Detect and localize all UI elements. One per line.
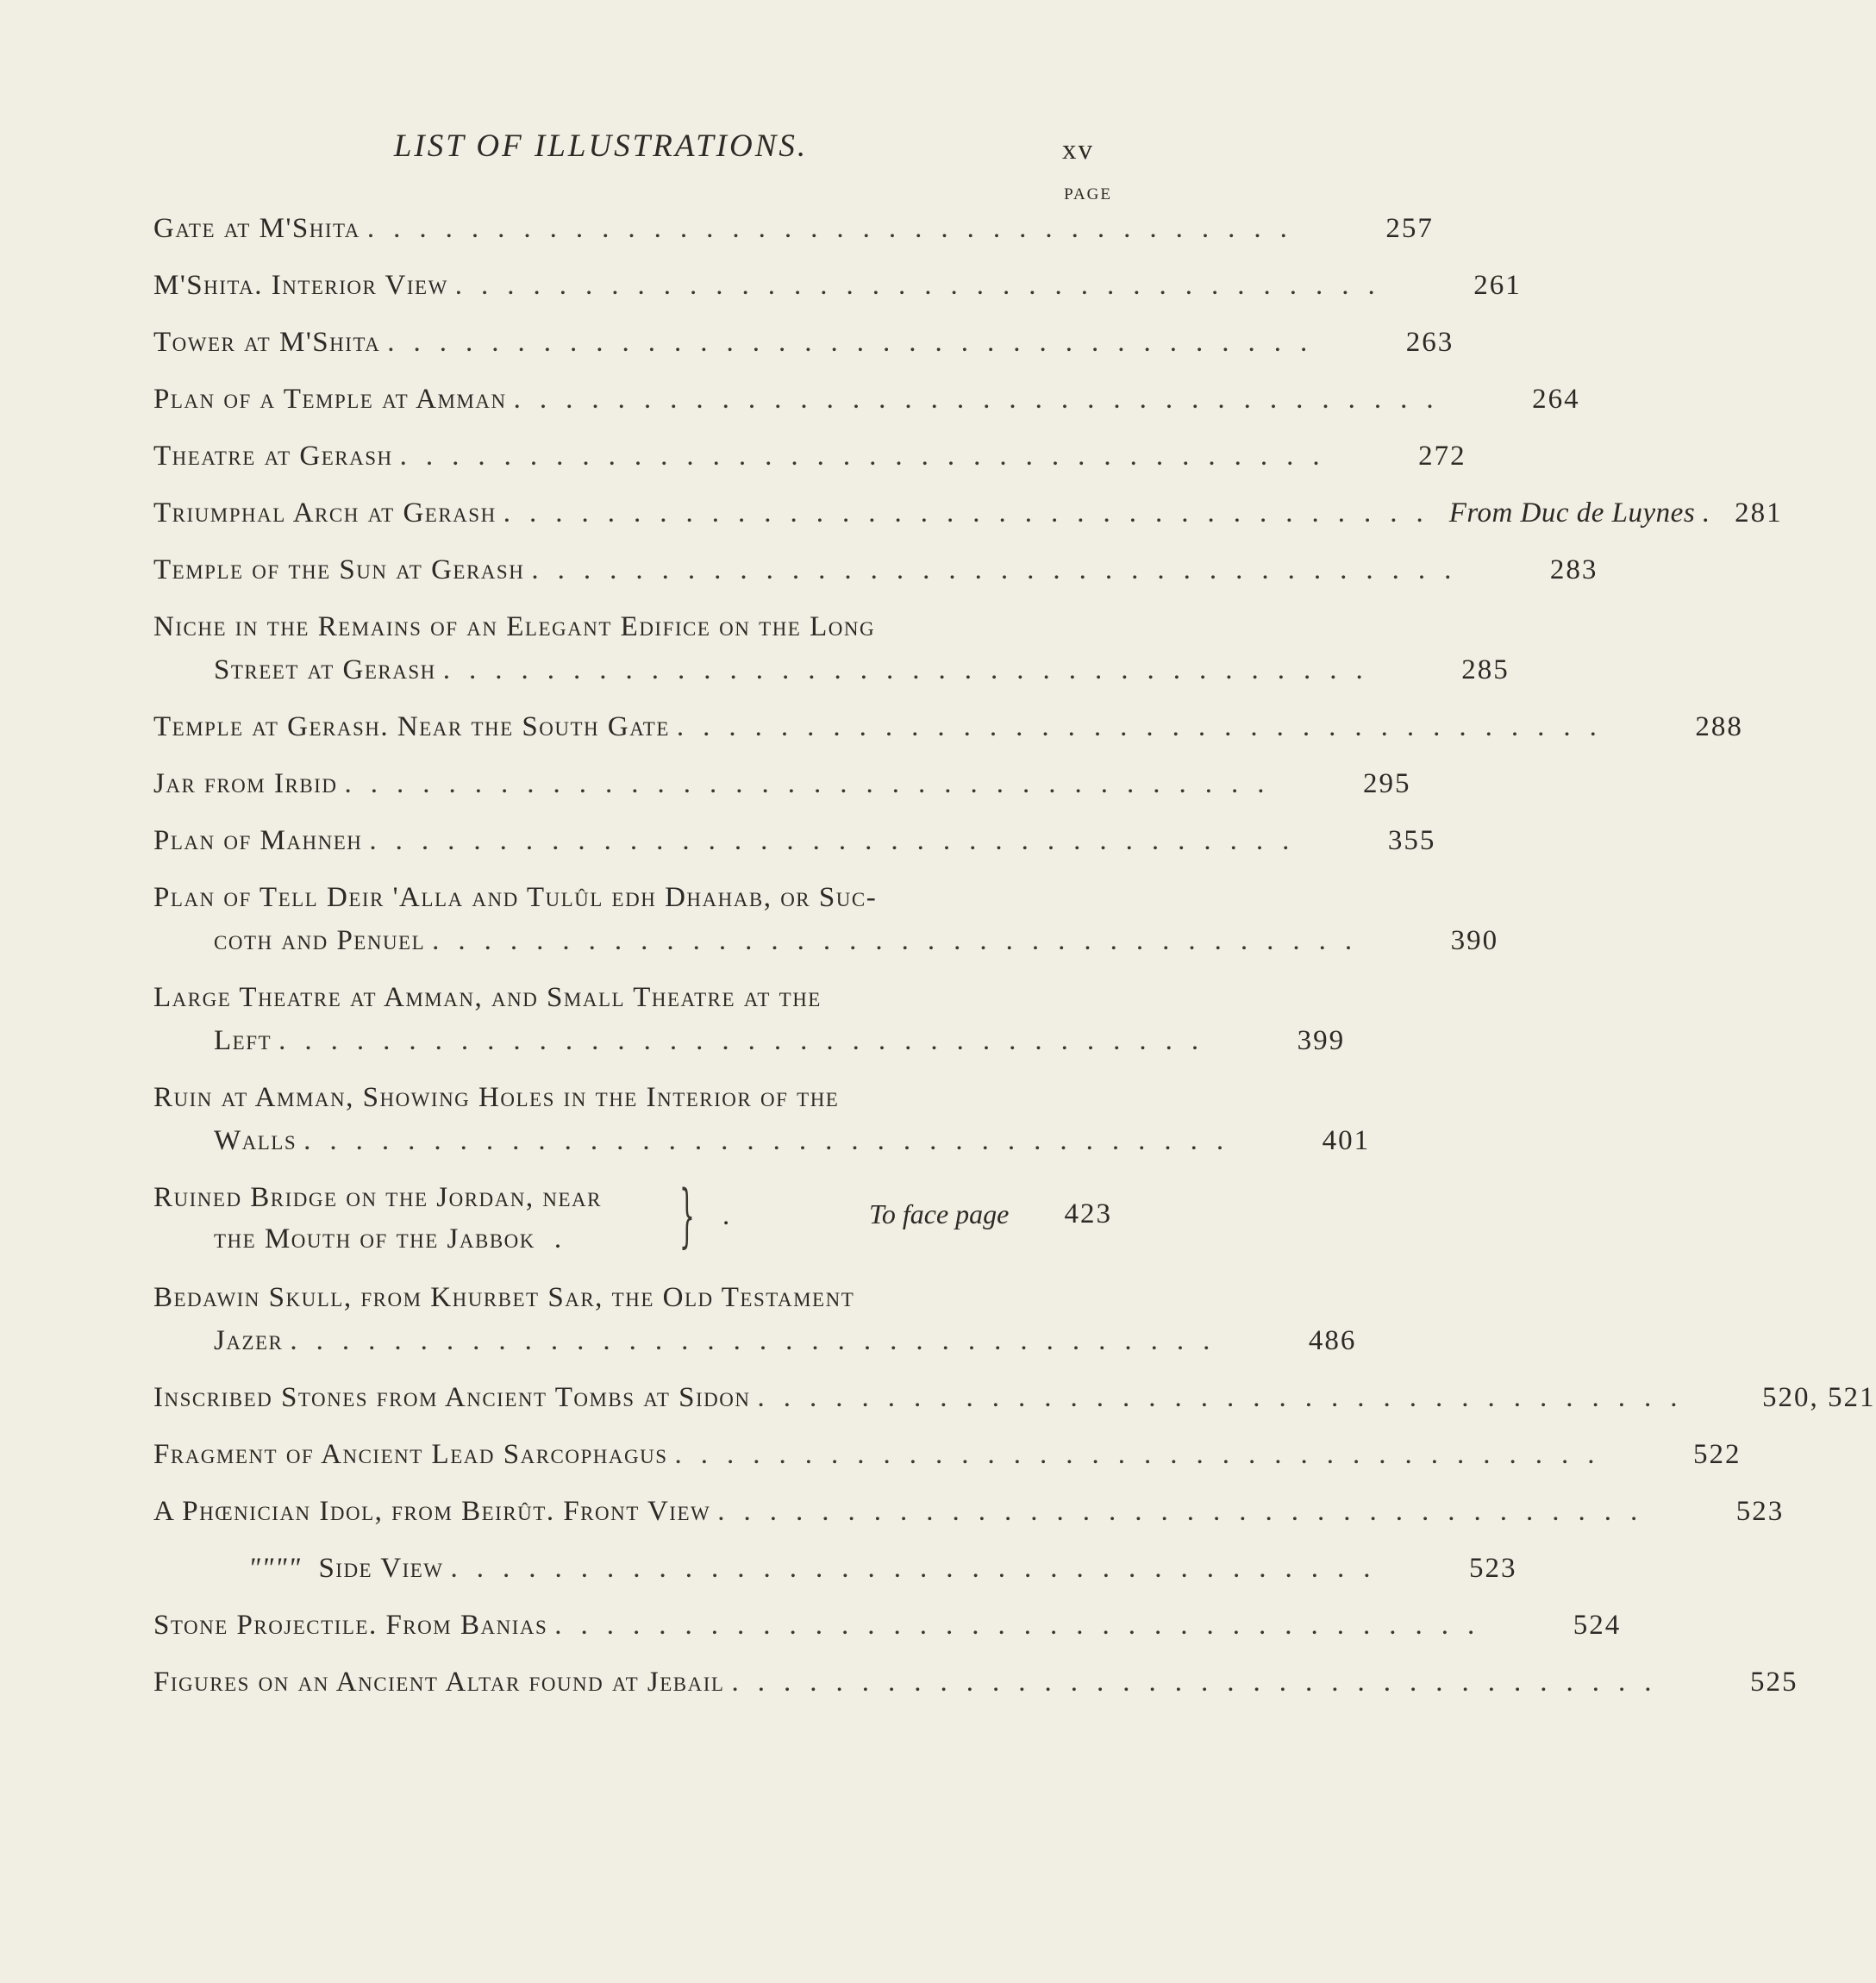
entry-page: 281	[1735, 497, 1783, 529]
entry-title: Figures on an Ancient Altar found at Jebail	[153, 1667, 725, 1698]
entry-title: Side View	[318, 1553, 444, 1584]
list-item	[153, 1490, 1785, 1533]
list-item	[153, 1376, 1876, 1419]
dot-leader: ....................................	[387, 327, 1327, 358]
entry-title: Temple of the Sun at Gerash	[153, 554, 525, 585]
entry-title-continued: coth and Penuel	[214, 925, 426, 956]
dot-leader: ....................................	[717, 1496, 1657, 1527]
dot-leader: ....................................	[450, 1553, 1390, 1584]
entry-credit: From Duc de Luynes .	[1448, 497, 1710, 529]
dot-leader: ....................................	[513, 384, 1453, 415]
list-item	[153, 1433, 1742, 1476]
page-title: LIST OF ILLUSTRATIONS.	[393, 128, 809, 164]
dot-leader: ....................................	[290, 1325, 1229, 1356]
entry-page: 285	[1461, 654, 1510, 685]
dot-leader: ....................................	[503, 497, 1442, 529]
dot-leader: ....................................	[442, 654, 1382, 685]
page-number: xv	[1062, 134, 1094, 166]
entry-title: Theatre at Gerash	[153, 441, 393, 472]
dot-leader: ....................................	[531, 554, 1471, 585]
page-column-header: PAGE	[1064, 185, 1112, 203]
ditto-mark: "	[288, 1553, 302, 1584]
entry-page: 524	[1573, 1610, 1622, 1641]
entry-page: 288	[1695, 711, 1743, 742]
entry-title-continued: Left	[214, 1025, 272, 1056]
entry-title: Ruin at Amman, Showing Holes in the Interior of the	[153, 1082, 840, 1113]
list-item	[153, 1276, 1357, 1362]
entry-title: Inscribed Stones from Ancient Tombs at Sidon	[153, 1382, 751, 1413]
entry-title-continued: Walls	[214, 1125, 297, 1156]
list-item	[153, 1176, 1112, 1262]
entry-title: Temple at Gerash. Near the South Gate	[153, 711, 670, 742]
entry-title-continued: Street at Gerash	[214, 654, 436, 685]
entry-page: 261	[1473, 270, 1522, 301]
list-item	[153, 378, 1580, 421]
dot-leader: ....................................	[454, 270, 1394, 301]
dot-leader: ....................................	[432, 925, 1372, 956]
brace-icon: }	[679, 1175, 695, 1255]
list-item	[153, 264, 1522, 307]
list-item	[153, 1547, 1517, 1590]
entry-title: Tower at M'Shita	[153, 327, 381, 358]
entry-title: Plan of Mahneh	[153, 825, 363, 856]
dot-leader: ....................................	[366, 213, 1306, 244]
dot-leader: .	[553, 1223, 563, 1254]
entry-title-continued: the Mouth of the Jabbok	[214, 1223, 535, 1254]
entry-page: 523	[1469, 1553, 1517, 1584]
list-item	[153, 207, 1434, 250]
entry-page: 486	[1308, 1325, 1357, 1356]
dot-leader: ....................................	[554, 1610, 1494, 1641]
entry-title: Large Theatre at Amman, and Small Theatre at the	[153, 982, 822, 1013]
list-item	[153, 1076, 1371, 1162]
entry-page: 355	[1387, 825, 1436, 856]
entry-page: 523	[1735, 1496, 1785, 1527]
dot-leader: ....................................	[674, 1439, 1614, 1470]
list-item	[153, 876, 1499, 962]
list-item	[153, 1604, 1622, 1647]
dot-leader: ....................................	[399, 441, 1339, 472]
list-item	[153, 705, 1743, 748]
entry-title: Plan of Tell Deir 'Alla and Tulûl edh Dhahab, or Suc-	[153, 882, 878, 913]
list-item	[153, 491, 1783, 535]
entry-page: 525	[1749, 1667, 1798, 1698]
entry-page: 295	[1362, 768, 1411, 799]
entry-page: 520, 521	[1762, 1382, 1876, 1413]
entry-page: 522	[1693, 1439, 1742, 1470]
dot-leader: ....................................	[757, 1382, 1697, 1413]
entry-title: Niche in the Remains of an Elegant Edifice on the Long	[153, 611, 876, 642]
entry-title: Triumphal Arch at Gerash	[153, 497, 497, 529]
entry-caption: To face page	[869, 1198, 1010, 1229]
entry-page: 399	[1297, 1025, 1346, 1056]
list-item	[153, 548, 1598, 591]
entry-page: 423	[1064, 1198, 1112, 1229]
list-item	[153, 435, 1466, 478]
dot-leader: ....................................	[731, 1667, 1671, 1698]
list-item	[153, 1661, 1798, 1704]
entry-title: M'Shita. Interior View	[153, 270, 448, 301]
illustrations-list	[153, 207, 1876, 1717]
ditto-mark: "	[261, 1553, 275, 1584]
dot-leader: .	[722, 1200, 730, 1231]
dot-leader: ....................................	[278, 1025, 1218, 1056]
entry-title: Plan of a Temple at Amman	[153, 384, 507, 415]
dot-leader: ....................................	[344, 768, 1284, 799]
entry-page: 264	[1532, 384, 1580, 415]
ditto-mark: "	[274, 1553, 289, 1584]
entry-page: 283	[1549, 554, 1598, 585]
entry-page: 257	[1385, 213, 1434, 244]
entry-page: 272	[1418, 441, 1466, 472]
entry-title-continued: Jazer	[214, 1325, 284, 1356]
entry-page: 390	[1450, 925, 1499, 956]
list-item	[153, 762, 1411, 805]
dot-leader: ....................................	[676, 711, 1616, 742]
entry-title: A Phœnician Idol, from Beirût. Front View	[153, 1496, 711, 1527]
dot-leader: ....................................	[369, 825, 1309, 856]
entry-title: Gate at M'Shita	[153, 213, 360, 244]
entry-title: Stone Projectile. From Banias	[153, 1610, 548, 1641]
entry-title: Bedawin Skull, from Khurbet Sar, the Old Testament	[153, 1282, 855, 1313]
list-item	[153, 321, 1454, 364]
entry-title: Fragment of Ancient Lead Sarcophagus	[153, 1439, 668, 1470]
list-item	[153, 819, 1436, 862]
entry-page: 263	[1405, 327, 1454, 358]
entry-title: Jar from Irbid	[153, 768, 338, 799]
dot-leader: ....................................	[303, 1125, 1243, 1156]
list-item	[153, 605, 1510, 691]
ditto-mark: "	[248, 1553, 262, 1584]
list-item	[153, 976, 1346, 1062]
entry-page: 401	[1322, 1125, 1371, 1156]
entry-title: Ruined Bridge on the Jordan, near	[153, 1182, 602, 1213]
